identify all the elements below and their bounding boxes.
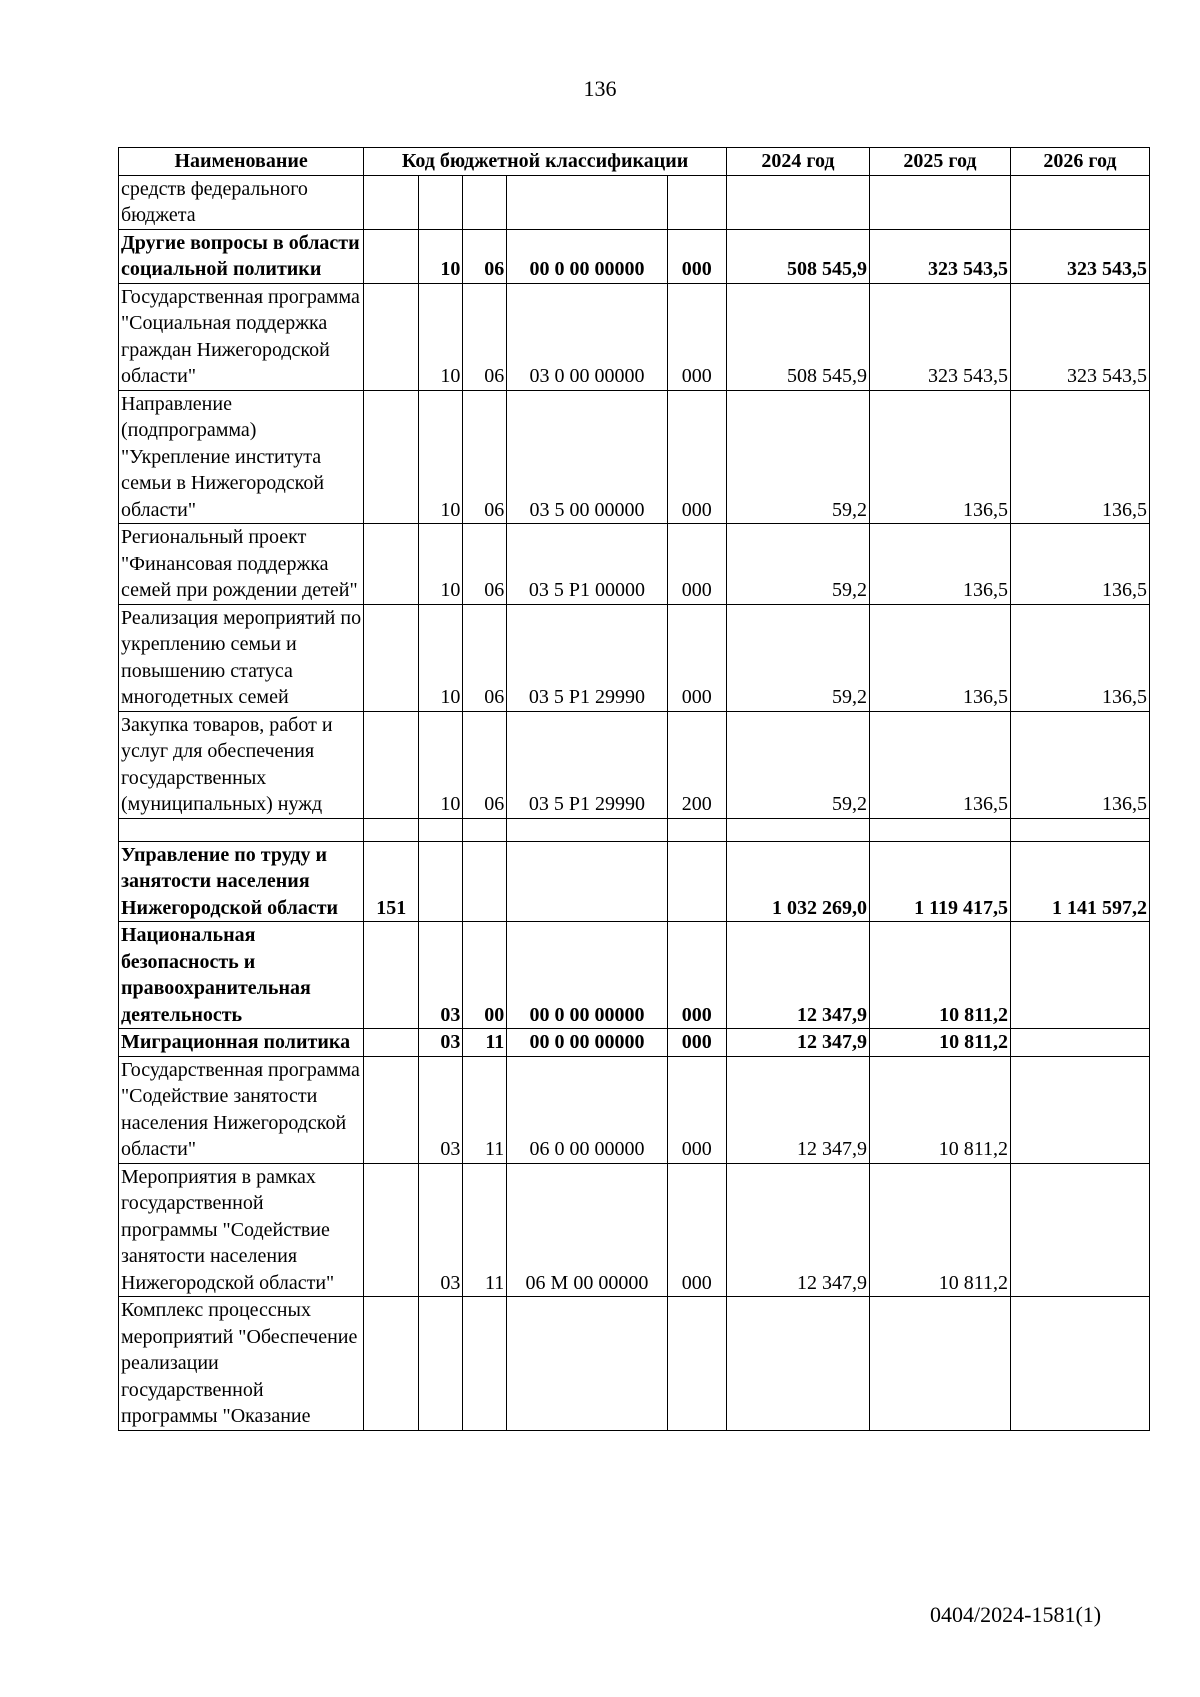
table-row [119, 818, 1150, 841]
header-2025: 2025 год [869, 148, 1010, 176]
cell-2025: 136,5 [869, 524, 1010, 605]
cell-2024: 59,2 [726, 390, 869, 524]
cell-2024 [726, 1297, 869, 1431]
cell-section: 03 [419, 1056, 463, 1163]
cell-subsection: 06 [463, 711, 507, 818]
table-row [119, 524, 1150, 605]
cell-expense-type: 000 [667, 524, 726, 605]
cell-target-article: 03 5 P1 29990 [507, 604, 667, 711]
cell-subsection [463, 818, 507, 841]
header-code: Код бюджетной классификации [364, 148, 727, 176]
cell-subsection: 11 [463, 1163, 507, 1297]
cell-2026 [1010, 818, 1149, 841]
table-row [119, 390, 1150, 524]
cell-ministry-code [364, 229, 419, 283]
cell-ministry-code [364, 711, 419, 818]
cell-section [419, 841, 463, 922]
cell-name: Направление (подпрограмма) "Укрепление института семьи в Нижегородской области" [119, 390, 364, 524]
cell-2026 [1010, 1163, 1149, 1297]
cell-ministry-code: 151 [364, 841, 419, 922]
cell-ministry-code [364, 818, 419, 841]
cell-target-article [507, 1297, 667, 1431]
cell-name: Миграционная политика [119, 1029, 364, 1057]
cell-2024 [726, 175, 869, 229]
cell-section: 03 [419, 1163, 463, 1297]
table-row [119, 1163, 1150, 1297]
cell-name: Комплекс процессных мероприятий "Обеспечение реализации государственной программы "Оказание [119, 1297, 364, 1431]
cell-2025 [869, 175, 1010, 229]
cell-subsection [463, 175, 507, 229]
cell-subsection: 00 [463, 922, 507, 1029]
cell-2025: 136,5 [869, 604, 1010, 711]
cell-2026: 136,5 [1010, 390, 1149, 524]
cell-2026: 323 543,5 [1010, 283, 1149, 390]
cell-2025: 10 811,2 [869, 1056, 1010, 1163]
cell-name: Государственная программа "Содействие занятости населения Нижегородской области" [119, 1056, 364, 1163]
table-row [119, 922, 1150, 1029]
document-code: 0404/2024-1581(1) [930, 1602, 1102, 1627]
cell-2024: 12 347,9 [726, 1029, 869, 1057]
cell-2025: 10 811,2 [869, 922, 1010, 1029]
cell-section: 10 [419, 283, 463, 390]
cell-ministry-code [364, 604, 419, 711]
cell-name: Национальная безопасность и правоохранительная деятельность [119, 922, 364, 1029]
cell-ministry-code [364, 283, 419, 390]
cell-subsection [463, 1297, 507, 1431]
cell-name: Другие вопросы в области социальной политики [119, 229, 364, 283]
table-row [119, 175, 1150, 229]
table-row [119, 229, 1150, 283]
cell-name [119, 818, 364, 841]
cell-2024: 12 347,9 [726, 1056, 869, 1163]
cell-target-article: 06 М 00 00000 [507, 1163, 667, 1297]
cell-target-article: 03 5 P1 29990 [507, 711, 667, 818]
cell-expense-type [667, 818, 726, 841]
cell-2026 [1010, 922, 1149, 1029]
cell-2025: 136,5 [869, 390, 1010, 524]
cell-2026 [1010, 1029, 1149, 1057]
cell-section: 10 [419, 604, 463, 711]
cell-name: Региональный проект "Финансовая поддержка семей при рождении детей" [119, 524, 364, 605]
cell-section [419, 818, 463, 841]
cell-section: 03 [419, 1029, 463, 1057]
cell-ministry-code [364, 1297, 419, 1431]
cell-section [419, 1297, 463, 1431]
cell-section: 10 [419, 229, 463, 283]
cell-subsection: 06 [463, 283, 507, 390]
cell-expense-type: 000 [667, 1029, 726, 1057]
cell-2024: 59,2 [726, 524, 869, 605]
cell-2024: 12 347,9 [726, 1163, 869, 1297]
cell-ministry-code [364, 1056, 419, 1163]
cell-2025: 10 811,2 [869, 1029, 1010, 1057]
table-row [119, 1297, 1150, 1431]
cell-2026 [1010, 175, 1149, 229]
cell-ministry-code [364, 1029, 419, 1057]
cell-subsection: 06 [463, 229, 507, 283]
cell-section: 10 [419, 390, 463, 524]
table-row [119, 1029, 1150, 1057]
cell-2026: 323 543,5 [1010, 229, 1149, 283]
cell-ministry-code [364, 1163, 419, 1297]
cell-subsection: 06 [463, 390, 507, 524]
cell-expense-type: 000 [667, 1056, 726, 1163]
cell-ministry-code [364, 390, 419, 524]
cell-expense-type: 000 [667, 1163, 726, 1297]
cell-2024 [726, 818, 869, 841]
cell-2025: 136,5 [869, 711, 1010, 818]
cell-target-article: 00 0 00 00000 [507, 229, 667, 283]
cell-2025 [869, 818, 1010, 841]
cell-2026: 1 141 597,2 [1010, 841, 1149, 922]
cell-target-article: 03 0 00 00000 [507, 283, 667, 390]
cell-subsection: 11 [463, 1056, 507, 1163]
cell-name: Мероприятия в рамках государственной программы "Содействие занятости населения Нижегородской области" [119, 1163, 364, 1297]
header-2026: 2026 год [1010, 148, 1149, 176]
cell-2025: 1 119 417,5 [869, 841, 1010, 922]
cell-2024: 12 347,9 [726, 922, 869, 1029]
cell-name: средств федерального бюджета [119, 175, 364, 229]
header-2024: 2024 год [726, 148, 869, 176]
cell-2026: 136,5 [1010, 711, 1149, 818]
cell-ministry-code [364, 175, 419, 229]
cell-expense-type: 000 [667, 390, 726, 524]
cell-2025: 10 811,2 [869, 1163, 1010, 1297]
cell-expense-type: 200 [667, 711, 726, 818]
table-header-row [119, 148, 1150, 176]
cell-2026: 136,5 [1010, 524, 1149, 605]
cell-2024: 508 545,9 [726, 283, 869, 390]
table-row [119, 283, 1150, 390]
cell-section [419, 175, 463, 229]
cell-2024: 59,2 [726, 711, 869, 818]
cell-2025: 323 543,5 [869, 283, 1010, 390]
cell-expense-type: 000 [667, 604, 726, 711]
table-row [119, 841, 1150, 922]
cell-target-article: 03 5 P1 00000 [507, 524, 667, 605]
cell-section: 10 [419, 524, 463, 605]
cell-name: Государственная программа "Социальная поддержка граждан Нижегородской области" [119, 283, 364, 390]
budget-table [118, 147, 1150, 1431]
cell-section: 10 [419, 711, 463, 818]
cell-2025: 323 543,5 [869, 229, 1010, 283]
cell-expense-type [667, 1297, 726, 1431]
cell-expense-type [667, 175, 726, 229]
cell-section: 03 [419, 922, 463, 1029]
cell-target-article: 06 0 00 00000 [507, 1056, 667, 1163]
table-body [119, 175, 1150, 1430]
header-name: Наименование [119, 148, 364, 176]
cell-target-article [507, 841, 667, 922]
cell-2025 [869, 1297, 1010, 1431]
cell-2026: 136,5 [1010, 604, 1149, 711]
cell-target-article [507, 818, 667, 841]
cell-name: Реализация мероприятий по укреплению семьи и повышению статуса многодетных семей [119, 604, 364, 711]
cell-expense-type: 000 [667, 229, 726, 283]
cell-name: Управление по труду и занятости населения Нижегородской области [119, 841, 364, 922]
page-number: 136 [583, 76, 617, 101]
cell-target-article [507, 175, 667, 229]
cell-name: Закупка товаров, работ и услуг для обеспечения государственных (муниципальных) нужд [119, 711, 364, 818]
cell-2026 [1010, 1056, 1149, 1163]
cell-ministry-code [364, 524, 419, 605]
cell-2024: 1 032 269,0 [726, 841, 869, 922]
cell-expense-type: 000 [667, 283, 726, 390]
cell-target-article: 00 0 00 00000 [507, 922, 667, 1029]
cell-target-article: 00 0 00 00000 [507, 1029, 667, 1057]
cell-expense-type: 000 [667, 922, 726, 1029]
table-row [119, 1056, 1150, 1163]
cell-expense-type [667, 841, 726, 922]
cell-subsection: 11 [463, 1029, 507, 1057]
table-row [119, 711, 1150, 818]
cell-2026 [1010, 1297, 1149, 1431]
cell-subsection: 06 [463, 524, 507, 605]
cell-ministry-code [364, 922, 419, 1029]
cell-subsection [463, 841, 507, 922]
cell-target-article: 03 5 00 00000 [507, 390, 667, 524]
cell-2024: 59,2 [726, 604, 869, 711]
cell-2024: 508 545,9 [726, 229, 869, 283]
table-row [119, 604, 1150, 711]
cell-subsection: 06 [463, 604, 507, 711]
